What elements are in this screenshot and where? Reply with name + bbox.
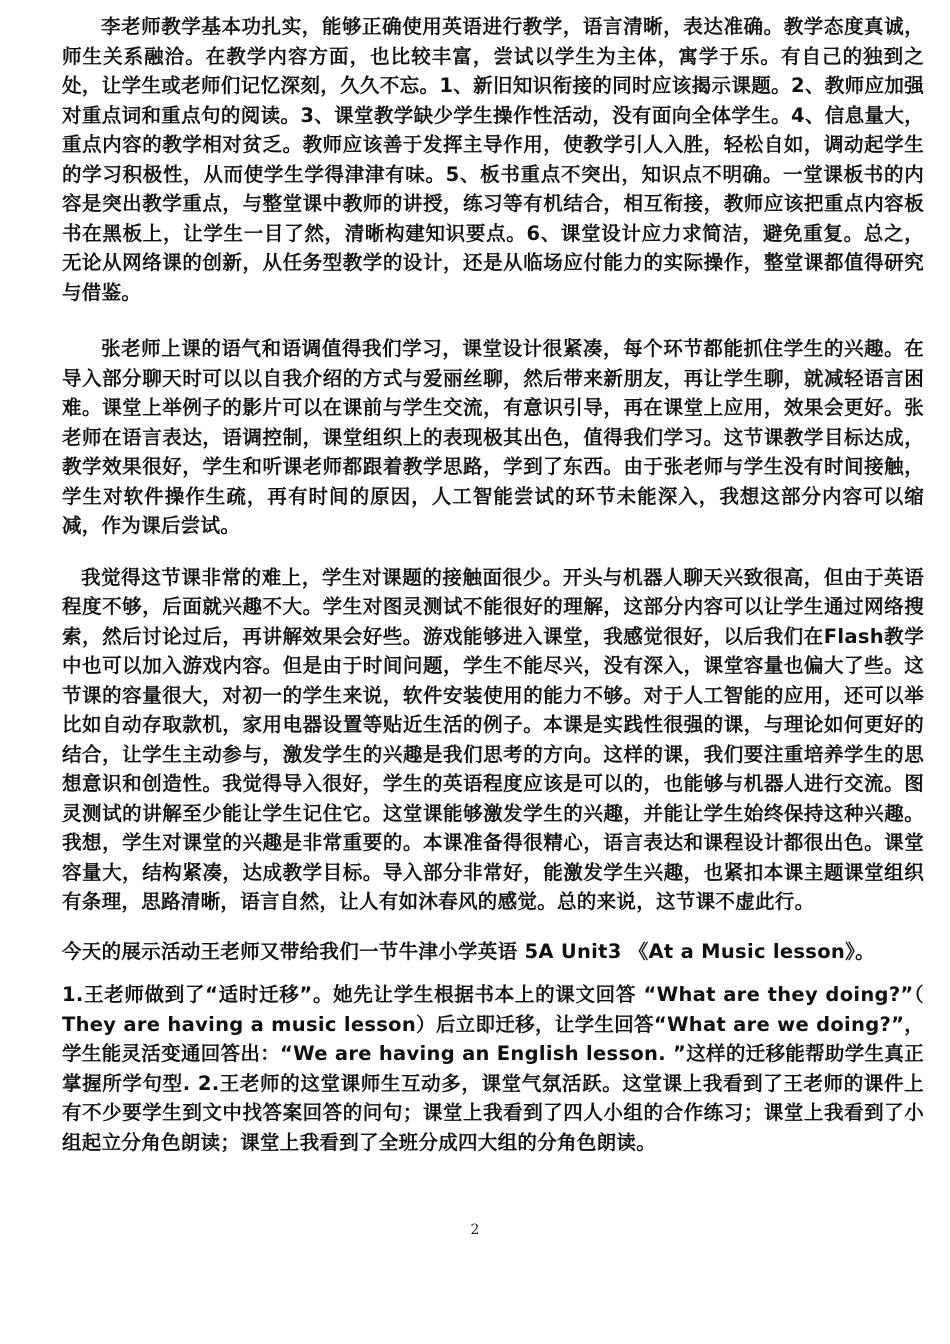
paragraph-wang-details: 1.王老师做到了“适时迁移”。她先让学生根据书本上的课文回答 “What are they doing?”（ They are having a music lesson）后立即迁移，让学生回答“What are we doing?”，学生能灵活变通回答出：“We are having an English lesson. ”这样的迁移能帮助学生真正掌握所学句型. 2.王老师的这堂课师生互动多，课堂气氛活跃。这堂课上我看到了王老师的课件上有不少要学生到文中找答案回答的问句；课堂上我看到了四人小组的合作练习；课堂上我看到了小组起立分角色朗读；课堂上我看到了全班分成四大组的分角色朗读。 — [62, 983, 924, 1154]
paragraph-wang-intro: 今天的展示活动王老师又带给我们一节牛津小学英语 5A Unit3 《At a Music lesson》。 — [62, 939, 875, 963]
paragraph-lesson-reflection: 我觉得这节课非常的难上，学生对课题的接触面很少。开头与机器人聊天兴致很高，但由于英语程度不够，后面就兴趣不大。学生对图灵测试不能很好的理解，这部分内容可以让学生通过网络搜索，然后讨论过后，再讲解效果会好些。游戏能够进入课堂，我感觉很好，以后我们在Flash教学中也可以加入游戏内容。但是由于时间问题，学生不能尽兴，没有深入，课堂容量也偏大了些。这节课的容量很大，对初一的学生来说，软件安装使用的能力不够。对于人工智能的应用，还可以举比如自动存取款机，家用电器设置等贴近生活的例子。本课是实践性很强的课，与理论如何更好的结合，让学生主动参与，激发学生的兴趣是我们思考的方向。这样的课，我们要注重培养学生的思想意识和创造性。我觉得导入很好，学生的英语程度应该是可以的，也能够与机器人进行交流。图灵测试的讲解至少能让学生记住它。这堂课能够激发学生的兴趣，并能让学生始终保持这种兴趣。我想，学生对课堂的兴趣是非常重要的。本课准备得很精心，语言表达和课程设计都很出色。课堂容量大，结构紧凑，达成教学目标。导入部分非常好，能激发学生兴趣，也紧扣本课主题课堂组织有条理，思路清晰，语言自然，让人有如沐春风的感觉。总的来说，这节课不虚此行。 — [62, 565, 924, 913]
paragraph-teacher-zhang: 张老师上课的语气和语调值得我们学习，课堂设计很紧凑，每个环节都能抓住学生的兴趣。在导入部分聊天时可以以自我介绍的方式与爱丽丝聊，然后带来新朋友，再让学生聊，就减轻语言困难。课堂上举例子的影片可以在课前与学生交流，有意识引导，再在课堂上应用，效果会更好。张老师在语言表达，语调控制，课堂组织上的表现极其出色，值得我们学习。这节课教学目标达成，教学效果很好，学生和听课老师都跟着教学思路，学到了东西。由于张老师与学生没有时间接触，学生对软件操作生疏，再有时间的原因，人工智能尝试的环节未能深入，我想这部分内容可以缩减，作为课后尝试。 — [62, 337, 924, 537]
document-body — [62, 12, 924, 1157]
paragraph-teacher-li: 李老师教学基本功扎实，能够正确使用英语进行教学，语言清晰，表达准确。教学态度真诚，师生关系融洽。在教学内容方面，也比较丰富，尝试以学生为主体，寓学于乐。有自己的独到之处，让学生或老师们记忆深刻，久久不忘。1、新旧知识衔接的同时应该揭示课题。2、教师应加强对重点词和重点句的阅读。3、课堂教学缺少学生操作性活动，没有面向全体学生。4、信息量大，重点内容的教学相对贫乏。教师应该善于发挥主导作用，使教学引人入胜，轻松自如，调动起学生的学习积极性，从而使学生学得津津有味。5、板书重点不突出，知识点不明确。一堂课板书的内容是突出教学重点，与整堂课中教师的讲授，练习等有机结合，相互衔接，教师应该把重点内容板书在黑板上，让学生一目了然，清晰构建知识要点。6、课堂设计应力求简洁，避免重复。总之，无论从网络课的创新，从任务型教学的设计，还是从临场应付能力的实际操作，整堂课都值得研究与借鉴。 — [62, 15, 924, 304]
page-number: 2 — [470, 1222, 480, 1238]
